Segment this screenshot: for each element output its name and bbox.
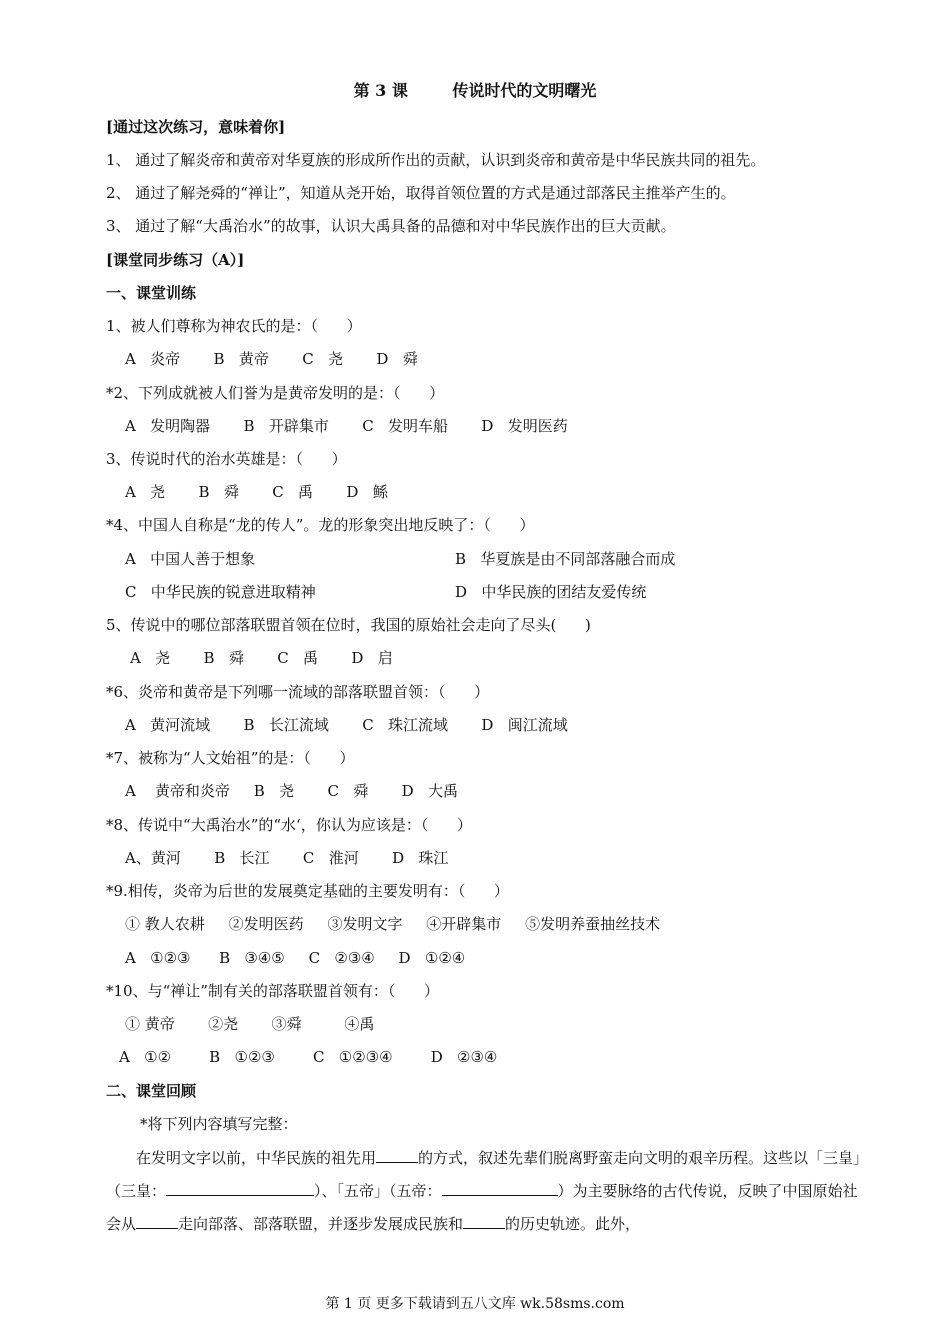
question-options: A 发明陶器 B 开辟集市 C 发明车船 D 发明医药 (125, 417, 568, 435)
question-choices: ① 黄帝 ②尧 ③舜 ④禹 (125, 1015, 375, 1033)
page-footer: 第 1 页 更多下载请到五八文库 wk.58sms.com (325, 1296, 625, 1312)
fill-paragraph (106, 1142, 866, 1241)
question-options: A、黄河 B 长江 C 淮河 D 珠江 (125, 849, 449, 867)
fill-text: 的方式，叙述先辈们脱离野蛮走向文明的艰辛历程。这些以「三皇」（三皇： (106, 1149, 861, 1200)
question-stem: *10、与“禅让”制有关的部落联盟首领有：（ ） (106, 982, 440, 1000)
practice-heading: [课堂同步练习（A）] (106, 251, 245, 269)
goal-item: 2、 通过了解尧舜的“禅让”，知道从尧开始，取得首领位置的方式是通过部落民主推举产生的。 (106, 184, 736, 202)
fill-text: 在发明文字以前，中华民族的祖先用 (136, 1149, 377, 1167)
question-stem: *8、传说中“大禹治水”的“水‘，你认为应该是：（ ） (106, 816, 472, 834)
question-options: A 黄帝和炎帝 B 尧 C 舜 D 大禹 (125, 782, 458, 800)
question-stem: 5、传说中的哪位部落联盟首领在位时，我国的原始社会走向了尽头( ) (106, 616, 591, 634)
question-option: C 中华民族的锐意进取精神 (125, 583, 316, 601)
question-stem: *4、中国人自称是“龙的传人”。龙的形象突出地反映了：（ ） (106, 516, 535, 534)
question-options: A 炎帝 B 黄帝 C 尧 D 舜 (125, 350, 418, 368)
fill-text: 走向部落、部落联盟，并逐步发展成民族和 (178, 1215, 464, 1233)
fill-blank[interactable] (136, 1212, 178, 1229)
fill-instruction: *将下列内容填写完整： (140, 1115, 298, 1133)
question-stem: *7、被称为“人文始祖”的是：（ ） (106, 749, 355, 767)
section-heading: 一、课堂训练 (106, 284, 197, 302)
question-options: A 尧 B 舜 C 禹 D 鲧 (125, 483, 388, 501)
fill-text: ）为主要脉络的古代传说，反映了中国原始社会从 (106, 1182, 858, 1233)
page-title: 第 3 课 传说时代的文明曙光 (353, 81, 597, 100)
goal-item: 3、 通过了解“大禹治水”的故事，认识大禹具备的品德和对中华民族作出的巨大贡献。 (106, 217, 676, 235)
question-stem: *9.相传，炎帝为后世的发展奠定基础的主要发明有：（ ） (106, 882, 509, 900)
question-option: A 中国人善于想象 (125, 550, 256, 568)
question-choices: ① 教人农耕 ②发明医药 ③发明文字 ④开辟集市 ⑤发明养蚕抽丝技术 (125, 915, 661, 933)
section-heading: 二、课堂回顾 (106, 1082, 197, 1100)
goal-item: 1、 通过了解炎帝和黄帝对华夏族的形成所作出的贡献，认识到炎帝和黄帝是中华民族共同的祖先。 (106, 151, 766, 169)
question-option: B 华夏族是由不同部落融合而成 (455, 550, 676, 568)
question-option: D 中华民族的团结友爱传统 (455, 583, 647, 601)
question-options: A 尧 B 舜 C 禹 D 启 (130, 649, 393, 667)
question-options: A ①② B ①②③ C ①②③④ D ②③④ (119, 1048, 498, 1066)
fill-text: ）、「五帝」（五帝： (314, 1182, 442, 1200)
question-options: A 黄河流域 B 长江流域 C 珠江流域 D 闽江流域 (125, 716, 568, 734)
question-stem: *6、炎帝和黄帝是下列哪一流域的部落联盟首领：（ ） (106, 683, 490, 701)
fill-blank[interactable] (376, 1146, 418, 1163)
question-stem: 3、传说时代的治水英雄是：（ ） (106, 450, 347, 468)
fill-blank[interactable] (442, 1179, 558, 1196)
fill-text: 的历史轨迹。此外， (505, 1215, 641, 1233)
fill-blank[interactable] (166, 1179, 314, 1196)
goals-heading: [通过这次练习，意味着你] (106, 118, 286, 136)
fill-blank[interactable] (463, 1212, 505, 1229)
question-stem: *2、下列成就被人们誉为是黄帝发明的是：（ ） (106, 384, 445, 402)
question-options: A ①②③ B ③④⑤ C ②③④ D ①②④ (125, 949, 466, 967)
question-stem: 1、被人们尊称为神农氏的是：（ ） (106, 317, 362, 335)
